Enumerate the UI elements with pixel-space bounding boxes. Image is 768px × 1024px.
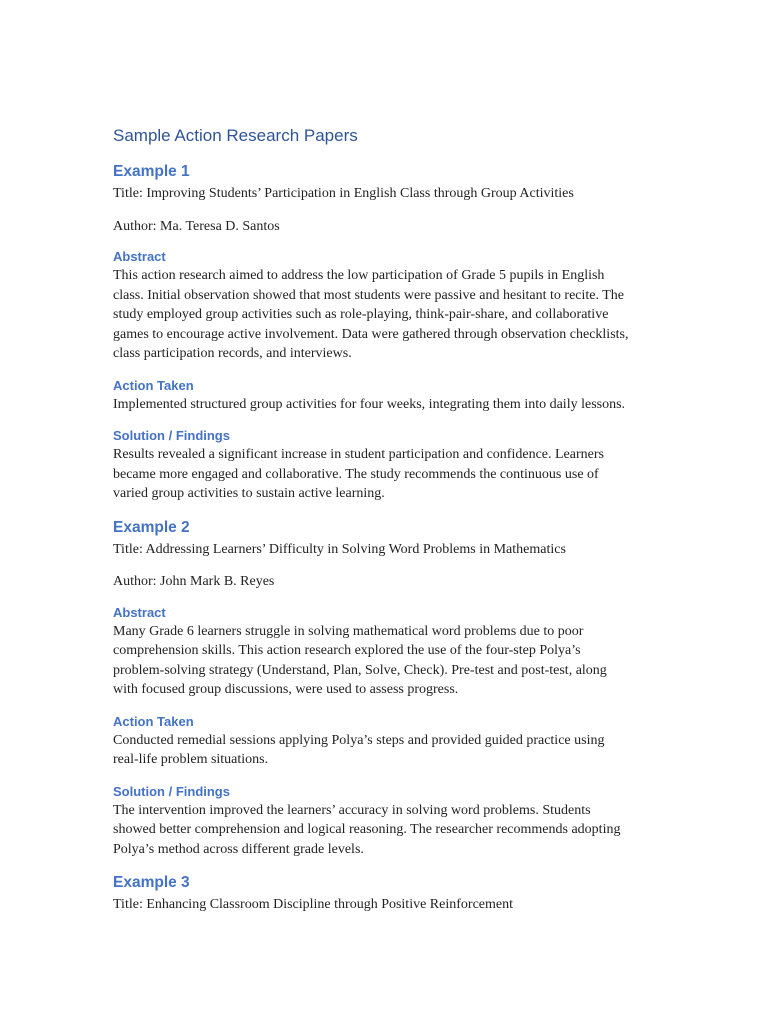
- text-line: Implemented structured group activities for four weeks, integrating them into daily lessons.: [113, 396, 626, 412]
- example-3-section: [113, 873, 673, 915]
- example-2-action: [113, 731, 673, 770]
- text-line: comprehension skills. This action research explored the use of the four-step Polya’s: [113, 643, 581, 658]
- example-3-title: Title: Enhancing Classroom Discipline through Positive Reinforcement: [113, 897, 513, 912]
- text-line: varied group activities to sustain active learning.: [113, 486, 385, 501]
- example-1-abstract: [113, 266, 673, 364]
- text-line: with focused group discussions, were used to assess progress.: [113, 682, 459, 697]
- example-2-action-heading: Action Taken: [113, 713, 194, 729]
- page-title: Sample Action Research Papers: [113, 126, 358, 145]
- text-line: games to encourage active involvement. Data were gathered through observation checklists,: [113, 326, 629, 342]
- example-2-section: [113, 518, 673, 860]
- text-line: became more engaged and collaborative. The study recommends the continuous use of: [113, 466, 599, 482]
- text-line: Results revealed a significant increase in student participation and confidence. Learners: [113, 447, 604, 462]
- example-1-findings-heading: Solution / Findings: [113, 428, 230, 443]
- example-1-action-heading: Action Taken: [113, 377, 194, 393]
- document-body: [113, 124, 673, 915]
- example-2-findings-heading: Solution / Findings: [113, 783, 230, 799]
- example-2-heading: Example 2: [113, 518, 190, 536]
- text-line: The intervention improved the learners’ accuracy in solving word problems. Students: [113, 802, 591, 818]
- example-1-section: [113, 162, 673, 504]
- example-3-heading: Example 3: [113, 874, 190, 891]
- text-line: This action research aimed to address the low participation of Grade 5 pupils in English: [113, 268, 605, 283]
- example-2-title: Title: Addressing Learners’ Difficulty in Solving Word Problems in Mathematics: [113, 541, 566, 557]
- text-line: showed better comprehension and logical reasoning. The researcher recommends adopting: [113, 822, 621, 837]
- example-1-findings: [113, 445, 673, 504]
- example-1-title: Title: Improving Students’ Participation in English Class through Group Activities: [113, 186, 574, 201]
- text-line: class participation records, and interviews.: [113, 346, 352, 361]
- example-2-author: Author: John Mark B. Reyes: [113, 574, 275, 589]
- text-line: Conducted remedial sessions applying Polya’s steps and provided guided practice using: [113, 732, 605, 748]
- example-2-abstract: [113, 622, 673, 700]
- example-2-findings: [113, 801, 673, 860]
- text-line: problem-solving strategy (Understand, Plan, Solve, Check). Pre-test and post-test, along: [113, 662, 607, 678]
- text-line: class. Initial observation showed that most students were passive and hesitant to recite. The: [113, 287, 625, 303]
- text-line: study employed group activities such as role-playing, think-pair-share, and collaborative: [113, 307, 609, 322]
- example-1-action: [113, 395, 673, 415]
- example-2-abstract-heading: Abstract: [113, 604, 166, 620]
- text-line: Many Grade 6 learners struggle in solving mathematical word problems due to poor: [113, 623, 584, 639]
- example-1-heading: Example 1: [113, 163, 190, 180]
- text-line: real-life problem situations.: [113, 752, 269, 767]
- example-1-abstract-heading: Abstract: [113, 249, 166, 264]
- text-line: Polya’s method across different grade levels.: [113, 841, 364, 857]
- example-1-author: Author: Ma. Teresa D. Santos: [113, 218, 280, 234]
